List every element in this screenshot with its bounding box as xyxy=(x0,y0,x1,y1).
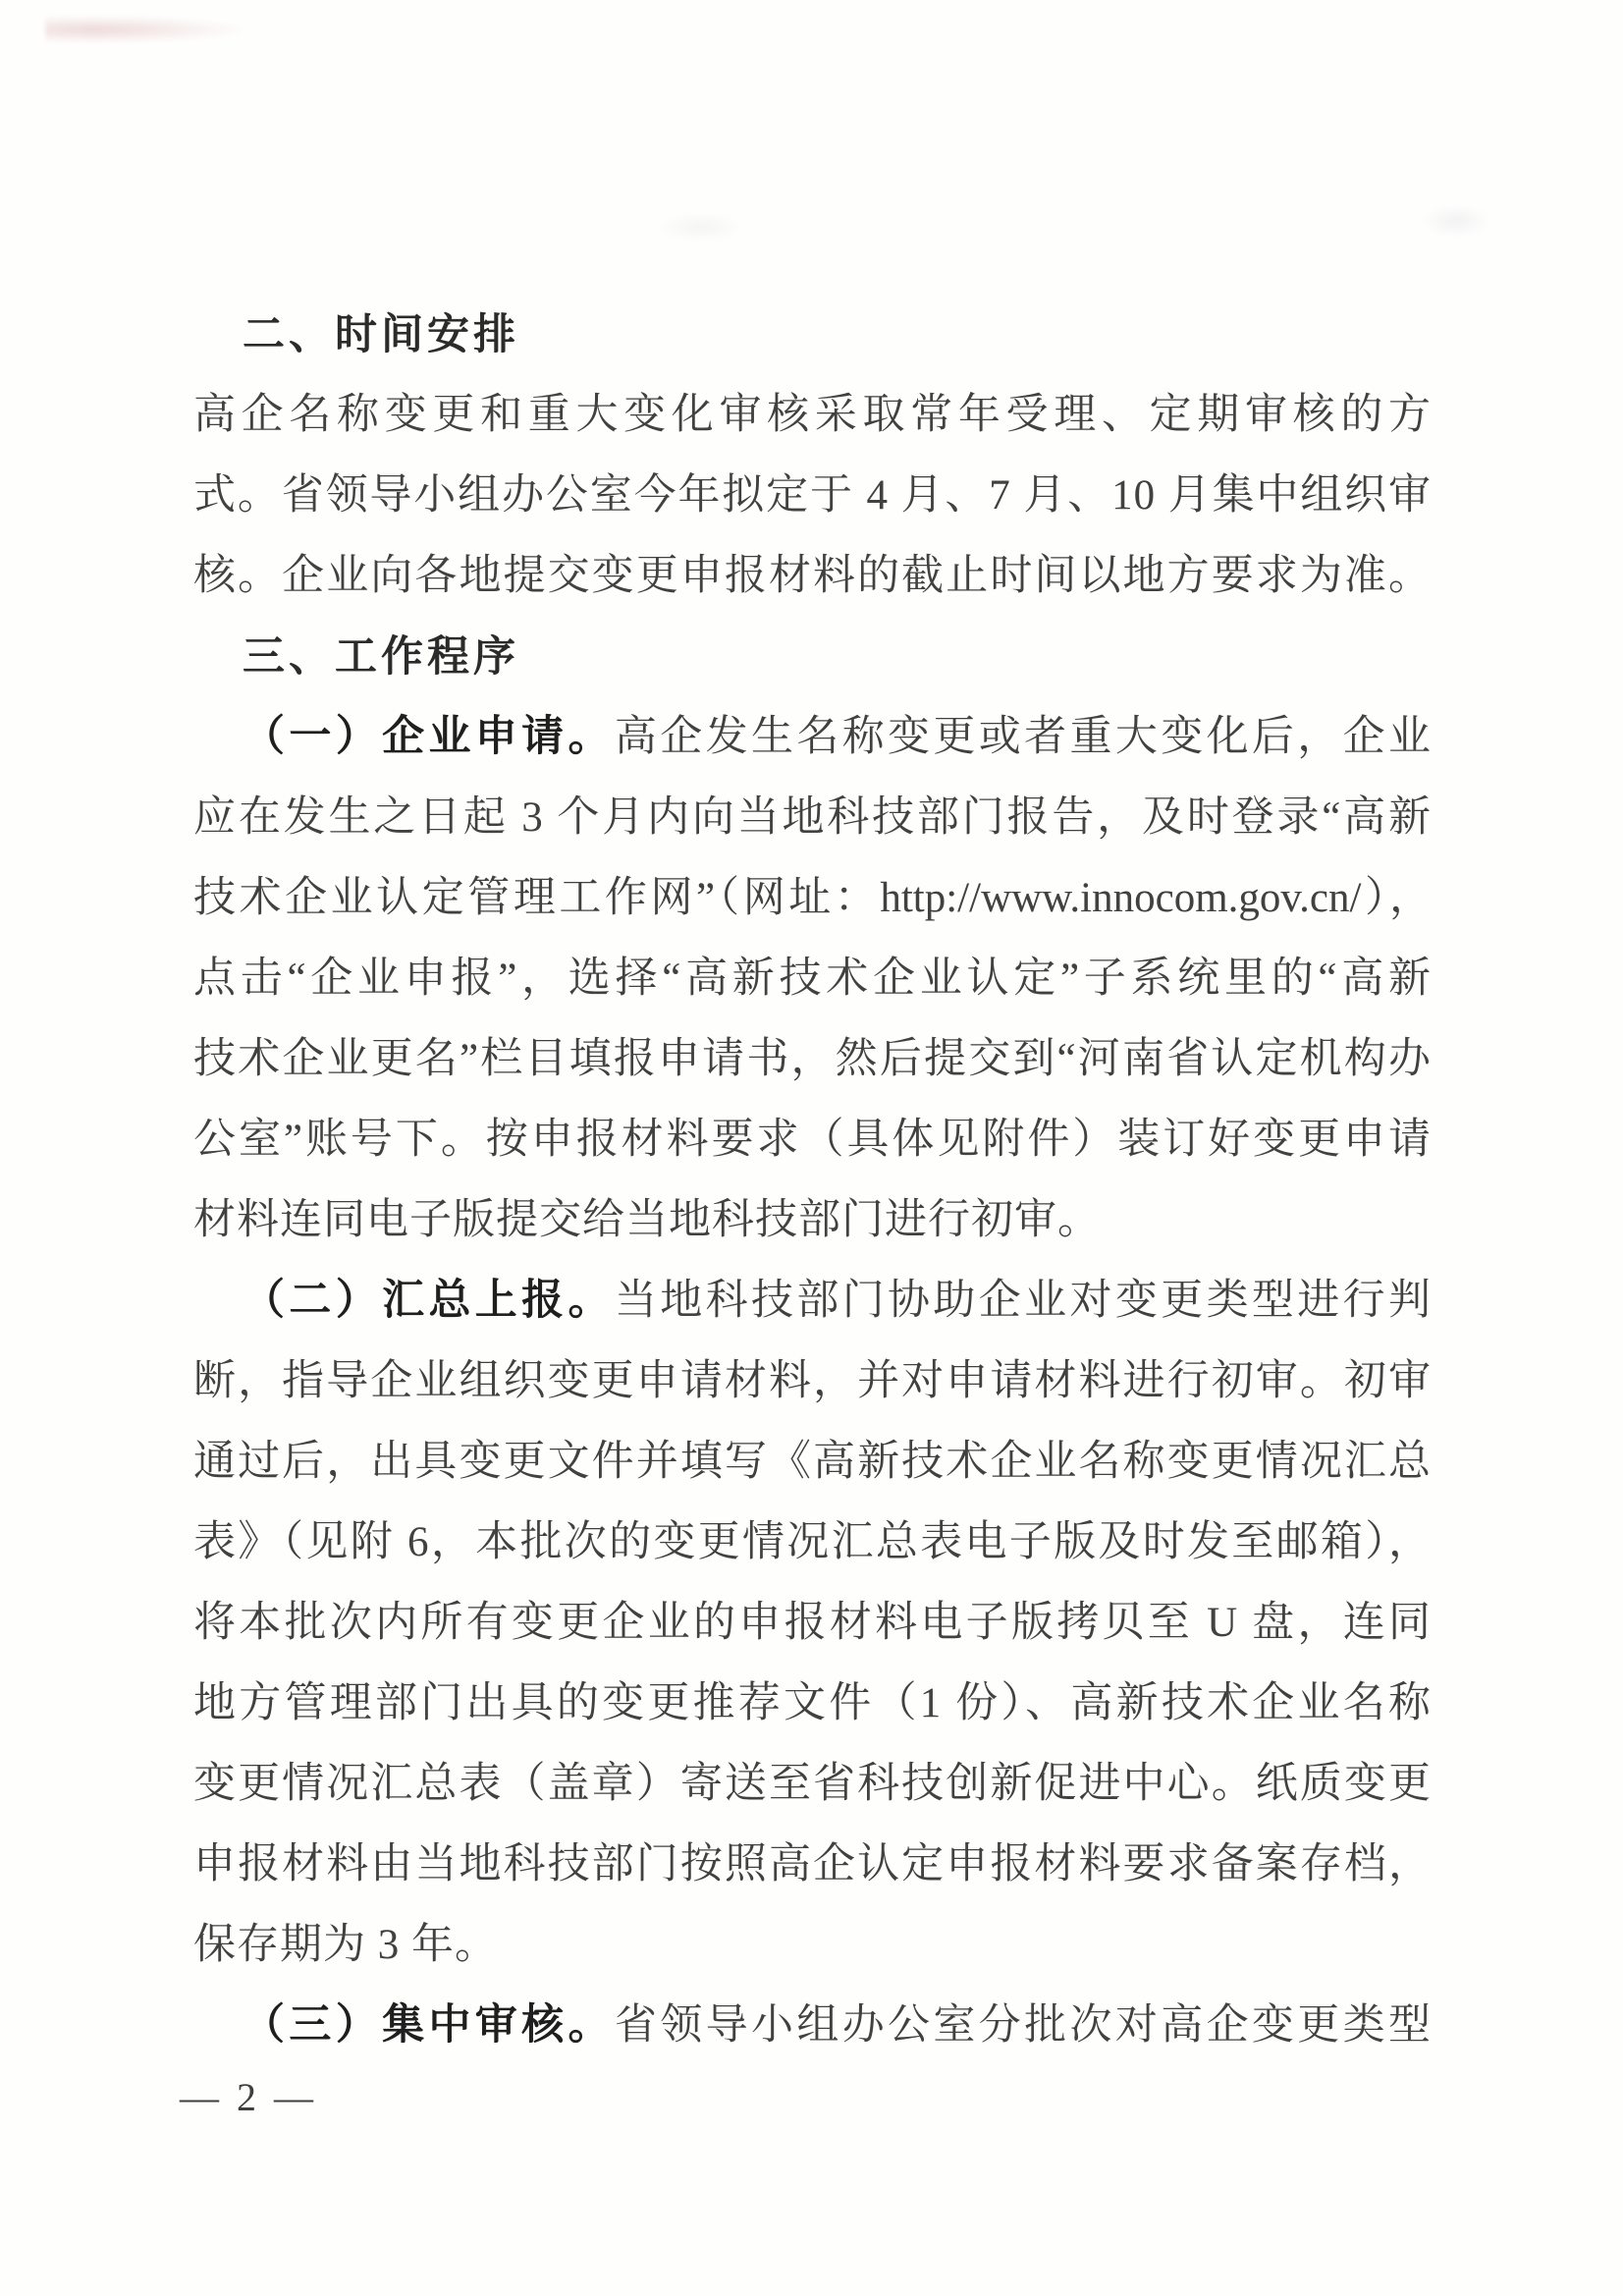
body-line: 申报材料由当地科技部门按照高企认定申报材料要求备案存档， xyxy=(193,1841,1432,1887)
body-line: 核。企业向各地提交变更申报材料的截止时间以地方要求为准。 xyxy=(193,553,1432,599)
body-line xyxy=(193,1261,1432,1341)
section-heading-work-procedure: 三、工作程序 xyxy=(243,633,519,681)
body-line: 断，指导企业组织变更申请材料，并对申请材料进行初审。初审 xyxy=(193,1358,1432,1404)
document-body xyxy=(193,295,1432,2066)
body-line xyxy=(193,1986,1432,2066)
subsection-lead-summary-report: （二）汇总上报。 xyxy=(243,1278,615,1324)
body-line: 高企名称变更和重大变化审核采取常年受理、定期审核的方 xyxy=(193,392,1432,438)
body-line: 地方管理部门出具的变更推荐文件（1 份）、高新技术企业名称 xyxy=(193,1680,1432,1726)
scan-artifact-top-right xyxy=(1422,204,1490,238)
body-line: 保存期为 3 年。 xyxy=(193,1922,498,1968)
body-line: 表》（见附 6，本批次的变更情况汇总表电子版及时发至邮箱）， xyxy=(193,1519,1432,1565)
body-line-with-url: 技术企业认定管理工作网”（网址：http://www.innocom.gov.cn/）， xyxy=(193,875,1432,921)
body-line: 技术企业更名”栏目填报申请书，然后提交到“河南省认定机构办 xyxy=(193,1036,1432,1082)
scan-artifact-top-left xyxy=(45,16,242,43)
body-line: 变更情况汇总表（盖章）寄送至省科技创新促进中心。纸质变更 xyxy=(193,1761,1432,1807)
body-line xyxy=(193,697,1432,778)
body-text: 高企发生名称变更或者重大变化后，企业 xyxy=(614,714,1433,760)
subsection-lead-centralized-review: （三）集中审核。 xyxy=(243,2002,615,2049)
body-line: 材料连同电子版提交给当地科技部门进行初审。 xyxy=(193,1197,1101,1243)
page-number-footer: — 2 — xyxy=(180,2075,317,2119)
body-line: 通过后，出具变更文件并填写《高新技术企业名称变更情况汇总 xyxy=(193,1439,1432,1485)
body-line: 点击“企业申报”，选择“高新技术企业认定”子系统里的“高新 xyxy=(193,956,1432,1002)
body-line: 将本批次内所有变更企业的申报材料电子版拷贝至 U 盘，连同 xyxy=(193,1600,1432,1646)
section-heading-time-arrangement: 二、时间安排 xyxy=(243,311,519,358)
scan-artifact-middle xyxy=(656,212,744,242)
body-text: 省领导小组办公室分批次对高企变更类型 xyxy=(614,2002,1433,2049)
body-line: 式。省领导小组办公室今年拟定于 4 月、7 月、10 月集中组织审 xyxy=(193,472,1432,519)
body-text: 当地科技部门协助企业对变更类型进行判 xyxy=(614,1278,1433,1324)
subsection-lead-enterprise-application: （一）企业申请。 xyxy=(243,714,615,760)
body-line: 应在发生之日起 3 个月内向当地科技部门报告，及时登录“高新 xyxy=(193,794,1432,841)
body-line: 公室”账号下。按申报材料要求（具体见附件）装订好变更申请 xyxy=(193,1117,1432,1163)
